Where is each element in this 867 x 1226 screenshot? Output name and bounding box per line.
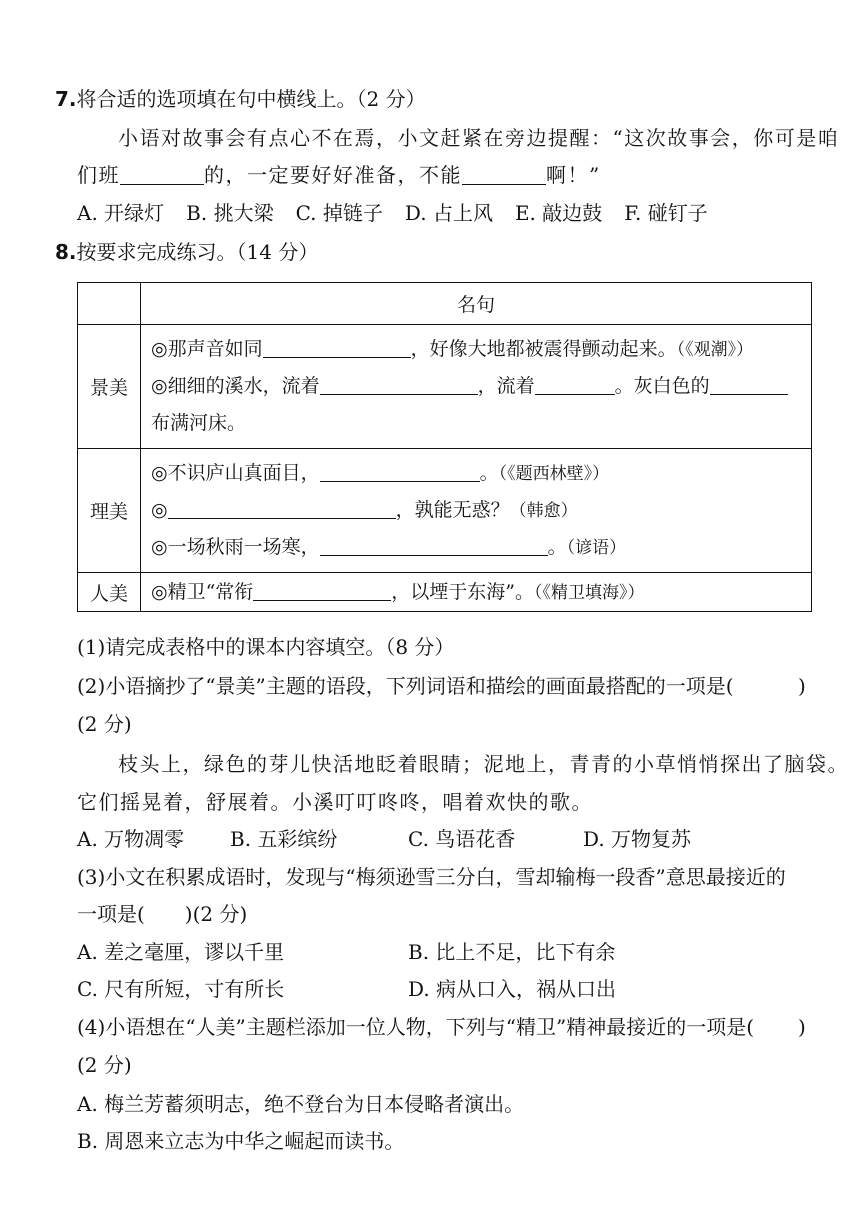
jingmei-line-3: 布满河床。 (151, 412, 247, 434)
row-label-jingmei: 景美 (78, 325, 141, 449)
blank-stream-2[interactable] (535, 372, 615, 395)
q8-sub2-option-c[interactable]: C. 鸟语花香 (408, 827, 516, 851)
q7-blank-1[interactable] (120, 162, 204, 185)
q8-sub4-paren-end: ) (798, 1015, 806, 1039)
q8-prompt (55, 237, 318, 267)
row-label-limei: 理美 (78, 449, 141, 573)
blank-lushan[interactable] (320, 459, 480, 482)
q8-sub2-question: (2)小语摘抄了“景美”主题的语段，下列词语和描绘的画面最搭配的一项是( (77, 674, 734, 698)
jingmei-line-2: ◎细细的溪水，流着 ，流着 。灰白色的 (141, 368, 811, 405)
q8-sub3-option-a[interactable]: A. 差之毫厘，谬以千里 (77, 940, 285, 964)
q7-prompt-text: 将合适的选项填在句中横线上。（2 分） (76, 87, 426, 111)
table-corner (78, 283, 141, 325)
jingmei-line-1: ◎那声音如同 ，好像大地都被震得颤动起来。（《观潮》） (141, 331, 811, 368)
q8-sub4-option-a[interactable]: A. 梅兰芳蓄须明志，绝不登台为日本侵略者演出。 (77, 1092, 525, 1116)
blank-jingwei[interactable] (253, 578, 391, 601)
row-renmei (141, 573, 812, 612)
blank-riverbed[interactable] (710, 372, 788, 395)
q8-sub2-option-d[interactable]: D. 万物复苏 (583, 827, 692, 851)
q8-sub3-question: (3)小文在积累成语时，发现与“梅须逊雪三分白，雪却输梅一段香”意思最接近的 (77, 865, 786, 889)
q8-sub3-option-b[interactable]: B. 比上不足，比下有余 (408, 940, 616, 964)
q7-passage-line-2: 们班 的，一定要好好准备，不能 啊！” (77, 163, 601, 187)
q7-options (77, 198, 708, 228)
q7-number: 7. (55, 87, 77, 111)
blank-proverb[interactable] (320, 533, 548, 556)
q7-blank-2[interactable] (462, 162, 546, 185)
blank-hanyu[interactable] (168, 496, 396, 519)
famous-quotes-table (77, 282, 812, 612)
q7-option-d[interactable]: D. 占上风 (404, 201, 493, 225)
q7-passage-line-1: 小语对故事会有点心不在焉，小文赶紧在旁边提醒：“这次故事会，你可是咱 (118, 126, 840, 150)
q8-sub2-passage-1: 枝头上，绿色的芽儿快活地眨着眼睛；泥地上，青青的小草悄悄探出了脑袋。 (118, 752, 849, 776)
limei-line-2: ◎ ，孰能无惑？（韩愈） (141, 492, 811, 529)
q7-prompt (55, 84, 426, 114)
q8-sub2-option-b[interactable]: B. 五彩缤纷 (230, 827, 338, 851)
q8-sub3-question-2: 一项是( )(2 分) (77, 902, 248, 926)
q8-sub2-passage-2: 它们摇晃着，舒展着。小溪叮叮咚咚，唱着欢快的歌。 (77, 790, 593, 814)
row-limei (141, 449, 812, 573)
q7-option-f[interactable]: F. 碰钉子 (624, 201, 708, 225)
q8-sub4-question: (4)小语想在“人美”主题栏添加一位人物，下列与“精卫”精神最接近的一项是( (77, 1015, 755, 1039)
q8-sub3-option-d[interactable]: D. 病从口入，祸从口出 (408, 977, 617, 1001)
limei-line-1: ◎不识庐山真面目， 。（《题西林壁》） (141, 455, 811, 492)
q8-sub1: (1)请完成表格中的课本内容填空。（8 分） (77, 635, 455, 659)
q7-option-a[interactable]: A. 开绿灯 (77, 201, 165, 225)
row-label-renmei: 人美 (78, 573, 141, 612)
q8-number: 8. (55, 240, 77, 264)
q8-sub4-score: (2 分) (77, 1053, 132, 1077)
renmei-line-1: ◎精卫“常衔 ，以堙于东海”。（《精卫填海》） (141, 573, 811, 611)
q7-option-b[interactable]: B. 挑大梁 (186, 201, 274, 225)
q8-sub4-option-b[interactable]: B. 周恩来立志为中华之崛起而读书。 (77, 1129, 405, 1153)
limei-line-3: ◎一场秋雨一场寒， 。（谚语） (141, 529, 811, 566)
blank-guanchao[interactable] (263, 335, 411, 358)
q7-option-c[interactable]: C. 掉链子 (295, 201, 383, 225)
q8-sub2-paren-end: ) (798, 674, 806, 698)
q8-sub2-score: (2 分) (77, 712, 132, 736)
row-jingmei (141, 325, 812, 449)
q8-prompt-text: 按要求完成练习。（14 分） (76, 240, 319, 264)
blank-stream-1[interactable] (320, 372, 478, 395)
q8-sub2-option-a[interactable]: A. 万物凋零 (77, 827, 185, 851)
table-header: 名句 (141, 283, 812, 325)
q7-option-e[interactable]: E. 敲边鼓 (514, 201, 603, 225)
q8-sub3-option-c[interactable]: C. 尺有所短，寸有所长 (77, 977, 285, 1001)
